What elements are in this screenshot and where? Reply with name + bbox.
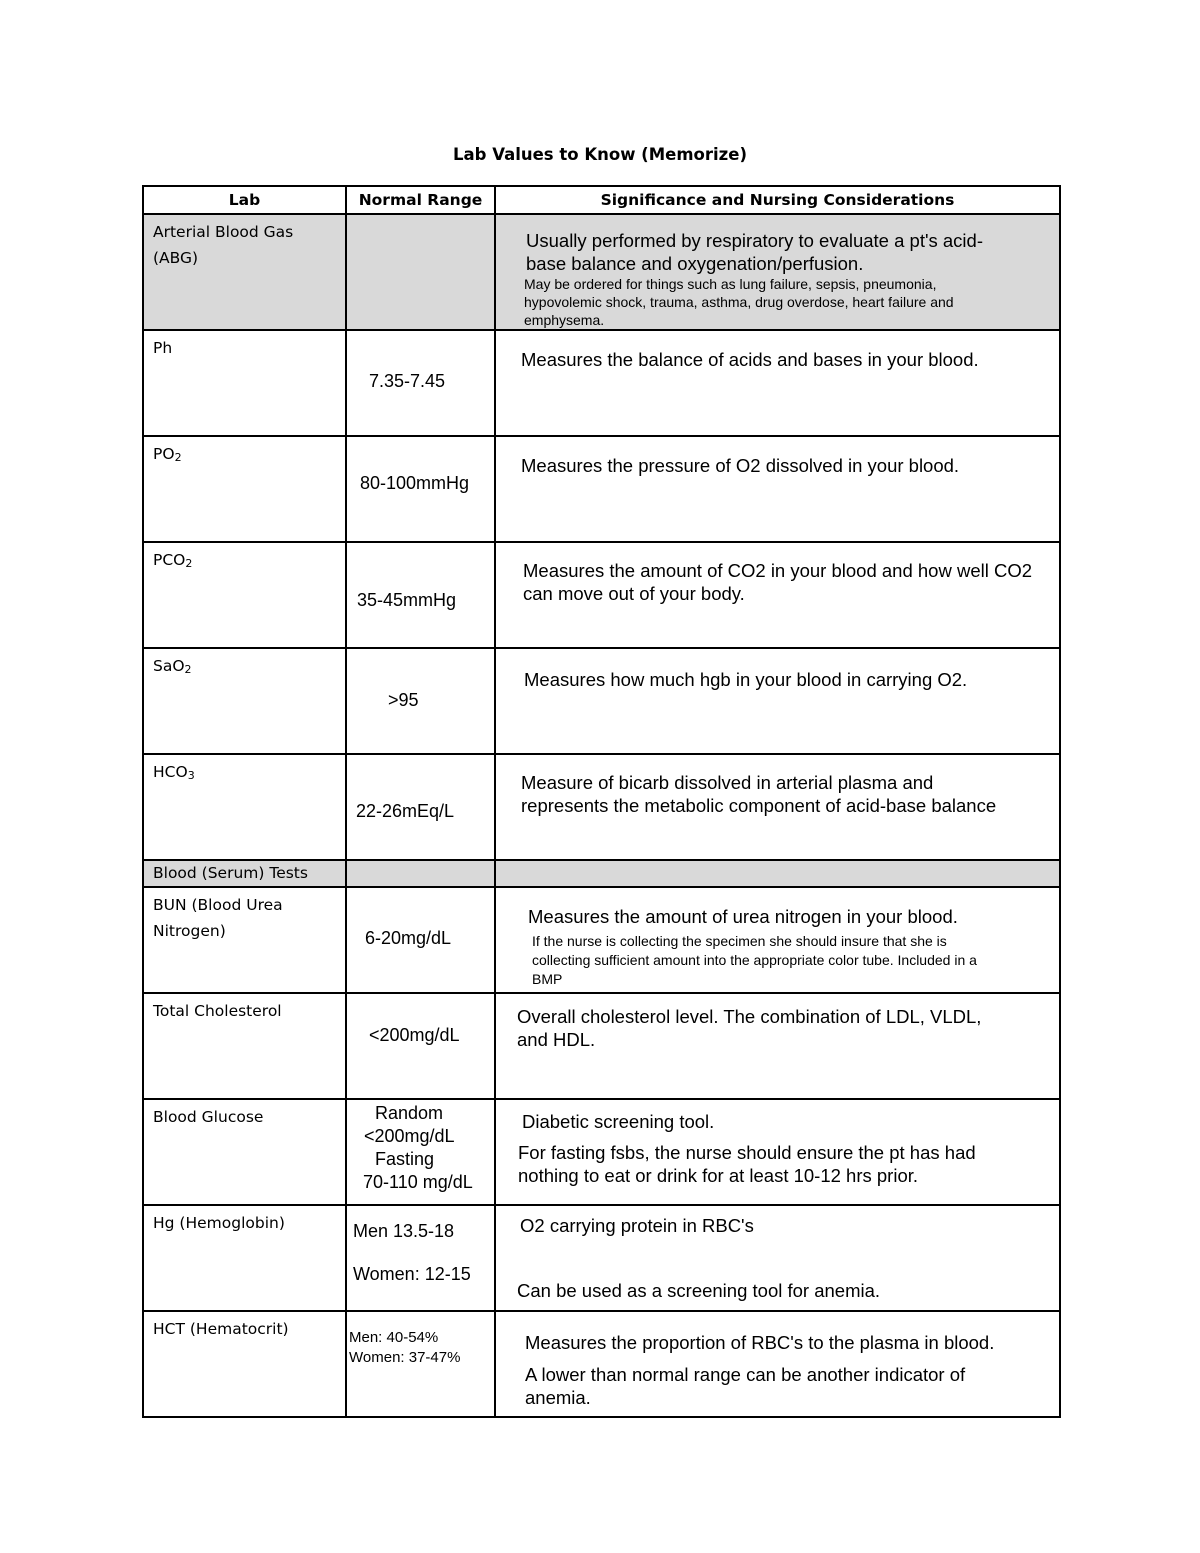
- significance-text: O2 carrying protein in RBC's: [520, 1215, 754, 1236]
- table-row-abg: [143, 214, 1060, 330]
- lab-name: HCT (Hematocrit): [153, 1320, 289, 1338]
- range-cell: [346, 1205, 495, 1311]
- significance-text: Measures the amount of CO2 in your blood and how well CO2 can move out of your body.: [523, 560, 1033, 604]
- hct-range-women: Women: 37-47%: [349, 1349, 461, 1366]
- lab-cell: [143, 993, 346, 1099]
- hg-range-men: Men 13.5-18: [353, 1221, 455, 1241]
- lab-cell: [143, 330, 346, 436]
- table-row-hemoglobin: [143, 1205, 1060, 1311]
- lab-cell: [143, 1311, 346, 1417]
- significance-text: Measures the balance of acids and bases in your blood.: [521, 349, 979, 370]
- lab-name-subscript: 2: [174, 451, 182, 464]
- significance-cell: [495, 860, 1060, 887]
- significance-note: For fasting fsbs, the nurse should ensure the pt has had nothing to eat or drink for at least 10-12 hrs prior.: [518, 1142, 976, 1186]
- significance-text: Measures the pressure of O2 dissolved in your blood.: [521, 455, 960, 476]
- page-title: Lab Values to Know (Memorize): [453, 145, 747, 164]
- significance-text: Usually performed by respiratory to evaluate a pt's acid-base balance and oxygenation/perfusion.: [526, 230, 983, 274]
- hct-range-men: Men: 40-54%: [349, 1329, 439, 1346]
- table-header-row: [143, 186, 1060, 214]
- lab-name: Total Cholesterol: [153, 1002, 282, 1020]
- table-row-hco3: [143, 754, 1060, 860]
- normal-range: 80-100mmHg: [360, 473, 470, 493]
- range-cell: [346, 436, 495, 542]
- table-row-hematocrit: [143, 1311, 1060, 1417]
- lab-name: Ph: [153, 339, 173, 357]
- table-row-ph: [143, 330, 1060, 436]
- range-cell: [346, 330, 495, 436]
- range-cell: [346, 542, 495, 648]
- lab-name-abbrev: (ABG): [153, 249, 199, 267]
- range-cell: [346, 993, 495, 1099]
- normal-range: >95: [388, 690, 419, 710]
- lab-cell: [143, 1205, 346, 1311]
- lab-name-subscript: 2: [185, 557, 193, 570]
- table-row-serum-section: [143, 860, 1060, 887]
- range-cell: [346, 887, 495, 993]
- significance-note: If the nurse is collecting the specimen she should insure that she is collecting sufficient amount into the appropriate color tube. Included in a BMP: [532, 933, 977, 987]
- range-cell: [346, 1099, 495, 1205]
- table-row-glucose: [143, 1099, 1060, 1205]
- normal-range: 7.35-7.45: [369, 371, 446, 391]
- significance-cell: [495, 1311, 1060, 1417]
- lab-cell: [143, 887, 346, 993]
- table-row-cholesterol: [143, 993, 1060, 1099]
- normal-range: 6-20mg/dL: [365, 928, 452, 948]
- lab-name: Hg (Hemoglobin): [153, 1214, 285, 1232]
- header-lab: Lab: [143, 186, 346, 214]
- lab-name-subscript: 2: [184, 663, 192, 676]
- header-significance: Significance and Nursing Considerations: [495, 186, 1060, 214]
- significance-text: Measures the amount of urea nitrogen in your blood.: [528, 906, 958, 927]
- lab-name: BUN (Blood Urea Nitrogen): [153, 896, 283, 940]
- lab-cell: [143, 542, 346, 648]
- glucose-random-range: <200mg/dL: [364, 1126, 455, 1146]
- lab-name: SaO: [153, 657, 185, 675]
- significance-note: May be ordered for things such as lung failure, sepsis, pneumonia, hypovolemic shock, trauma, asthma, drug overdose, heart failure and emphysema.: [524, 276, 954, 328]
- lab-cell: [143, 648, 346, 754]
- lab-cell: [143, 1099, 346, 1205]
- lab-name: PO: [153, 445, 175, 463]
- significance-cell: [495, 542, 1060, 648]
- significance-cell: [495, 754, 1060, 860]
- significance-cell: [495, 887, 1060, 993]
- glucose-fasting-range: 70-110 mg/dL: [363, 1172, 473, 1192]
- lab-name-subscript: 3: [187, 769, 195, 782]
- lab-cell: [143, 214, 346, 330]
- section-label: Blood (Serum) Tests: [143, 860, 346, 887]
- significance-text: Overall cholesterol level. The combination of LDL, VLDL, and HDL.: [517, 1006, 982, 1050]
- lab-values-table: [142, 185, 1061, 1418]
- significance-cell: [495, 330, 1060, 436]
- significance-note: Can be used as a screening tool for anemia.: [517, 1280, 881, 1301]
- glucose-random-label: Random: [375, 1103, 444, 1123]
- significance-note: A lower than normal range can be another indicator of anemia.: [525, 1364, 966, 1408]
- glucose-fasting-label: Fasting: [375, 1149, 435, 1169]
- significance-text: Diabetic screening tool.: [522, 1111, 715, 1132]
- significance-cell: [495, 436, 1060, 542]
- significance-text: Measures how much hgb in your blood in carrying O2.: [524, 669, 968, 690]
- range-cell: [346, 1311, 495, 1417]
- table-row-po2: [143, 436, 1060, 542]
- significance-cell: [495, 214, 1060, 330]
- normal-range: <200mg/dL: [369, 1025, 460, 1045]
- lab-name: HCO: [153, 763, 188, 781]
- significance-cell: [495, 993, 1060, 1099]
- lab-name: Blood Glucose: [153, 1108, 264, 1126]
- lab-cell: [143, 754, 346, 860]
- range-cell: [346, 648, 495, 754]
- lab-name: PCO: [153, 551, 186, 569]
- table-row-sao2: [143, 648, 1060, 754]
- normal-range: 35-45mmHg: [357, 590, 457, 610]
- range-cell: [346, 860, 495, 887]
- range-cell: [346, 214, 495, 330]
- lab-cell: [143, 436, 346, 542]
- significance-cell: [495, 1205, 1060, 1311]
- significance-text: Measures the proportion of RBC's to the plasma in blood.: [525, 1332, 995, 1353]
- lab-name: Arterial Blood Gas: [153, 223, 294, 241]
- table-row-bun: [143, 887, 1060, 993]
- significance-text: Measure of bicarb dissolved in arterial plasma and represents the metabolic component of acid-base balance: [521, 772, 997, 816]
- table-row-pco2: [143, 542, 1060, 648]
- header-normal-range: Normal Range: [346, 186, 495, 214]
- significance-cell: [495, 1099, 1060, 1205]
- hg-range-women: Women: 12-15: [353, 1264, 471, 1284]
- significance-cell: [495, 648, 1060, 754]
- normal-range: 22-26mEq/L: [356, 801, 455, 821]
- range-cell: [346, 754, 495, 860]
